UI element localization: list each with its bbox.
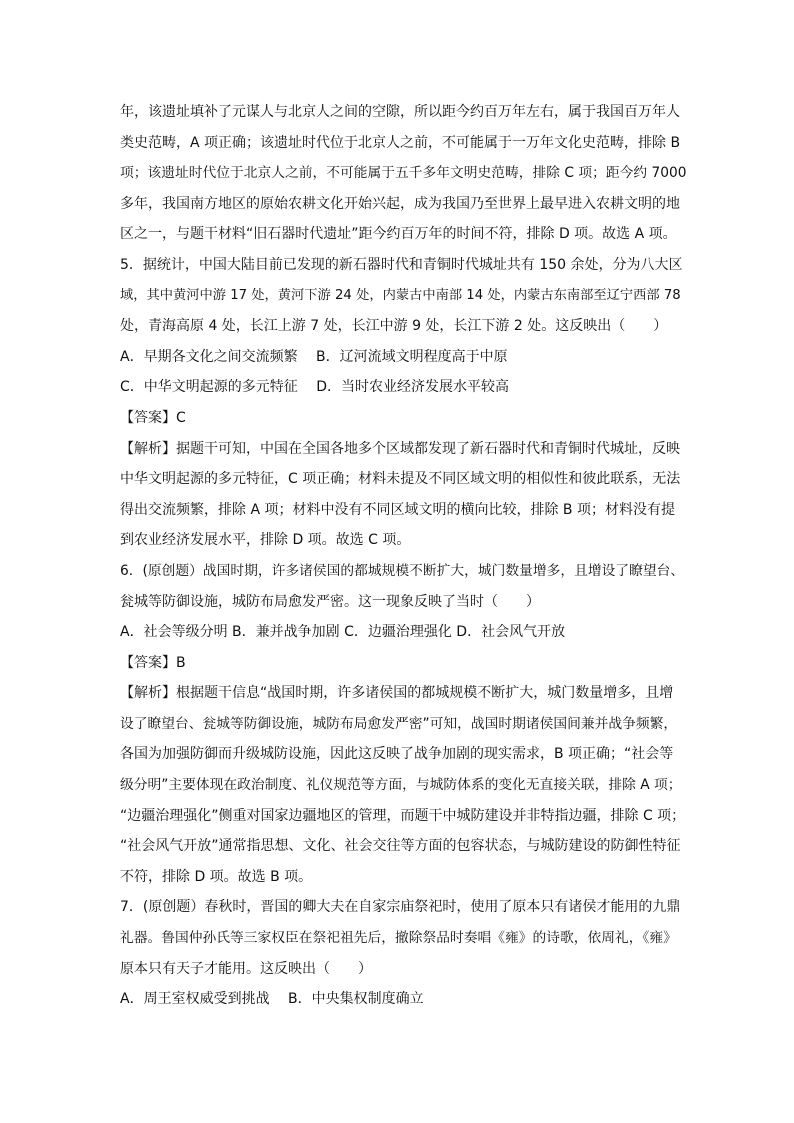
text-line: 多年，我国南方地区的原始农耕文化开始兴起，成为我国乃至世界上最早进入农耕文明的地 bbox=[120, 195, 680, 212]
question-7-options-ab: A．周王室权威受到挑战 B．中央集权制度确立 bbox=[120, 991, 424, 1008]
document-body bbox=[120, 97, 686, 1015]
question-5-options-cd: C．中华文明起源的多元特征 D．当时农业经济发展水平较高 bbox=[120, 379, 510, 396]
question-5-analysis: 【解析】据题干可知，中国在全国各地多个区域都发现了新石器时代和青铜时代城址，反映 bbox=[120, 440, 680, 457]
question-5-answer: 【答案】C bbox=[120, 409, 186, 426]
question-7-stem: 7．(原创题）春秋时，晋国的卿大夫在自家宗庙祭祀时，使用了原本只有诸侯才能用的九鼎 bbox=[120, 899, 681, 916]
text-line: 得出交流频繁，排除 A 项；材料中没有不同区域文明的横向比较，排除 B 项；材料没有提 bbox=[120, 501, 675, 518]
text-line: 瓮城等防御设施，城防布局愈发严密。这一现象反映了当时（ ） bbox=[120, 593, 540, 610]
question-6-analysis: 【解析】根据题干信息“战国时期，许多诸侯国的都城规模不断扩大，城门数量增多，且增 bbox=[120, 685, 674, 702]
text-line: 各国为加强防御而升级城防设施，因此这反映了战争加剧的现实需求，B 项正确；“社会等 bbox=[120, 746, 674, 763]
text-line: 域，其中黄河中游 17 处，黄河下游 24 处，内蒙古中南部 14 处，内蒙古东南部至辽宁西部 78 bbox=[120, 287, 681, 303]
text-line: 礼器。鲁国仲孙氏等三家权臣在祭祀祖先后，撤除祭品时奏唱《雍》的诗歌，依周礼，《雍》 bbox=[120, 930, 677, 947]
text-line: 年，该遗址填补了元谋人与北京人之间的空隙，所以距今约百万年左右，属于我国百万年人 bbox=[120, 104, 680, 120]
text-line: 区之一，与题干材料“旧石器时代遗址”距今约百万年的时间不符，排除 D 项。故选 A 项。 bbox=[120, 226, 677, 243]
text-line: 类史范畴，A 项正确；该遗址时代位于北京人之前，不可能属于一万年文化史范畴，排除 B bbox=[120, 134, 681, 151]
text-line: 原本只有天子才能用。这反映出（ ） bbox=[120, 960, 372, 977]
question-5-stem: 5．据统计，中国大陆目前已发现的新石器时代和青铜时代城址共有 150 余处，分为八大区 bbox=[120, 256, 683, 273]
question-6-stem: 6．(原创题）战国时期，许多诸侯国的都城规模不断扩大，城门数量增多，且增设了瞭望台、 bbox=[120, 562, 685, 579]
question-6-options: A．社会等级分明 B．兼并战争加剧 C．边疆治理强化 D．社会风气开放 bbox=[120, 624, 566, 641]
text-line: 中华文明起源的多元特征，C 项正确；材料未提及不同区域文明的相似性和彼此联系，无法 bbox=[120, 471, 681, 488]
text-line: 项；该遗址时代位于北京人之前，不可能属于五千多年文明史范畴，排除 C 项；距今约 7000 bbox=[120, 165, 687, 182]
text-line: 不符，排除 D 项。故选 B 项。 bbox=[120, 868, 313, 885]
text-line: 级分明”主要体现在政治制度、礼仪规范等方面，与城防体系的变化无直接关联，排除 A 项； bbox=[120, 777, 682, 794]
question-6-answer: 【答案】B bbox=[120, 654, 186, 671]
text-line: 设了瞭望台、瓮城等防御设施，城防布局愈发严密”可知，战国时期诸侯国间兼并战争频繁， bbox=[120, 715, 678, 732]
text-line: “社会风气开放”通常指思想、文化、社会交往等方面的包容状态，与城防建设的防御性特征 bbox=[120, 838, 681, 855]
text-line: “边疆治理强化”侧重对国家边疆地区的管理，而题干中城防建设并非特指边疆，排除 C 项； bbox=[120, 807, 686, 824]
text-line: 处，青海高原 4 处，长江上游 7 处，长江中游 9 处，长江下游 2 处。这反映出（ ） bbox=[120, 318, 668, 335]
question-5-options-ab: A．早期各文化之间交流频繁 B．辽河流域文明程度高于中原 bbox=[120, 348, 508, 365]
text-line: 到农业经济发展水平，排除 D 项。故选 C 项。 bbox=[120, 532, 411, 549]
